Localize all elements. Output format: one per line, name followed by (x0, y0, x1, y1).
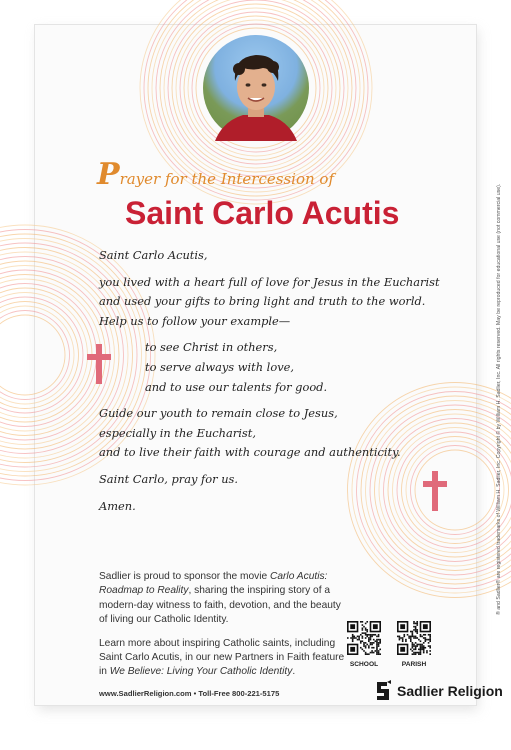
sponsor-paragraph: Sadlier is proud to sponsor the movie Carlo Acutis: Roadmap to Reality, sharing the inspiring story of a modern-day witness to faith, devotion, and the beauty of living our Catholic Identity. (99, 571, 341, 626)
subheading-text: rayer for the Intercession of (119, 170, 334, 188)
prayer-indented-line: and to use our talents for good. (145, 379, 328, 394)
prayer-line: Guide our youth to remain close to Jesus, (99, 406, 338, 421)
qr-code-icon[interactable] (397, 621, 431, 655)
prayer-line: Help us to follow your example— (99, 313, 291, 328)
prayer-indented-line: to serve always with love, (145, 359, 294, 374)
saint-title: Saint Carlo Acutis (125, 195, 400, 231)
sadlier-logo (375, 679, 503, 703)
qr-label-parish: PARISH (401, 661, 427, 668)
copyright-notice: ® and Sadlier® are registered trademarks of William H. Sadlier, Inc. Copyright © by William H. Sadlier, Inc. All rights reserved. May be reproduced for educational use (not commercial use). (496, 183, 502, 615)
cross-icon (423, 471, 447, 511)
book-title: We Believe: Living Your Catholic Identity (109, 666, 293, 678)
cross-icon (87, 344, 111, 384)
prayer-line: and used your gifts to bring light and truth to the world. (99, 294, 426, 309)
prayer-line: especially in the Eucharist, (99, 425, 256, 440)
sadlier-logo-icon (375, 680, 393, 702)
prayer-subheading (97, 157, 334, 192)
subheading-initial: P (97, 157, 120, 192)
prayer-line: and to live their faith with courage and authenticity. (99, 445, 401, 460)
prayer-line: you lived with a heart full of love for Jesus in the Eucharist (99, 274, 440, 289)
prayer-indented-line: to see Christ in others, (145, 340, 278, 355)
movie-title: Carlo Acutis: Roadmap to Reality (99, 571, 328, 597)
prayer-text (99, 246, 459, 516)
qr-label-school: SCHOOL (349, 661, 379, 668)
footer-contact: www.SadlierReligion.com • Toll-Free 800-221-5175 (99, 689, 280, 698)
learn-more-paragraph: Learn more about inspiring Catholic saints, including Saint Carlo Acutis, in our new Partners in Faith feature in We Believe: Living Your Catholic Identity. (99, 637, 345, 678)
prayer-amen: Amen. (99, 498, 136, 513)
qr-code-icon[interactable] (347, 621, 381, 655)
prayer-card (34, 24, 503, 706)
sponsor-text (99, 570, 349, 689)
prayer-salutation: Saint Carlo Acutis, (99, 248, 208, 262)
portrait-photo (203, 35, 309, 141)
prayer-closing: Saint Carlo, pray for us. (99, 471, 238, 486)
logo-name: Sadlier Religion (397, 683, 503, 699)
